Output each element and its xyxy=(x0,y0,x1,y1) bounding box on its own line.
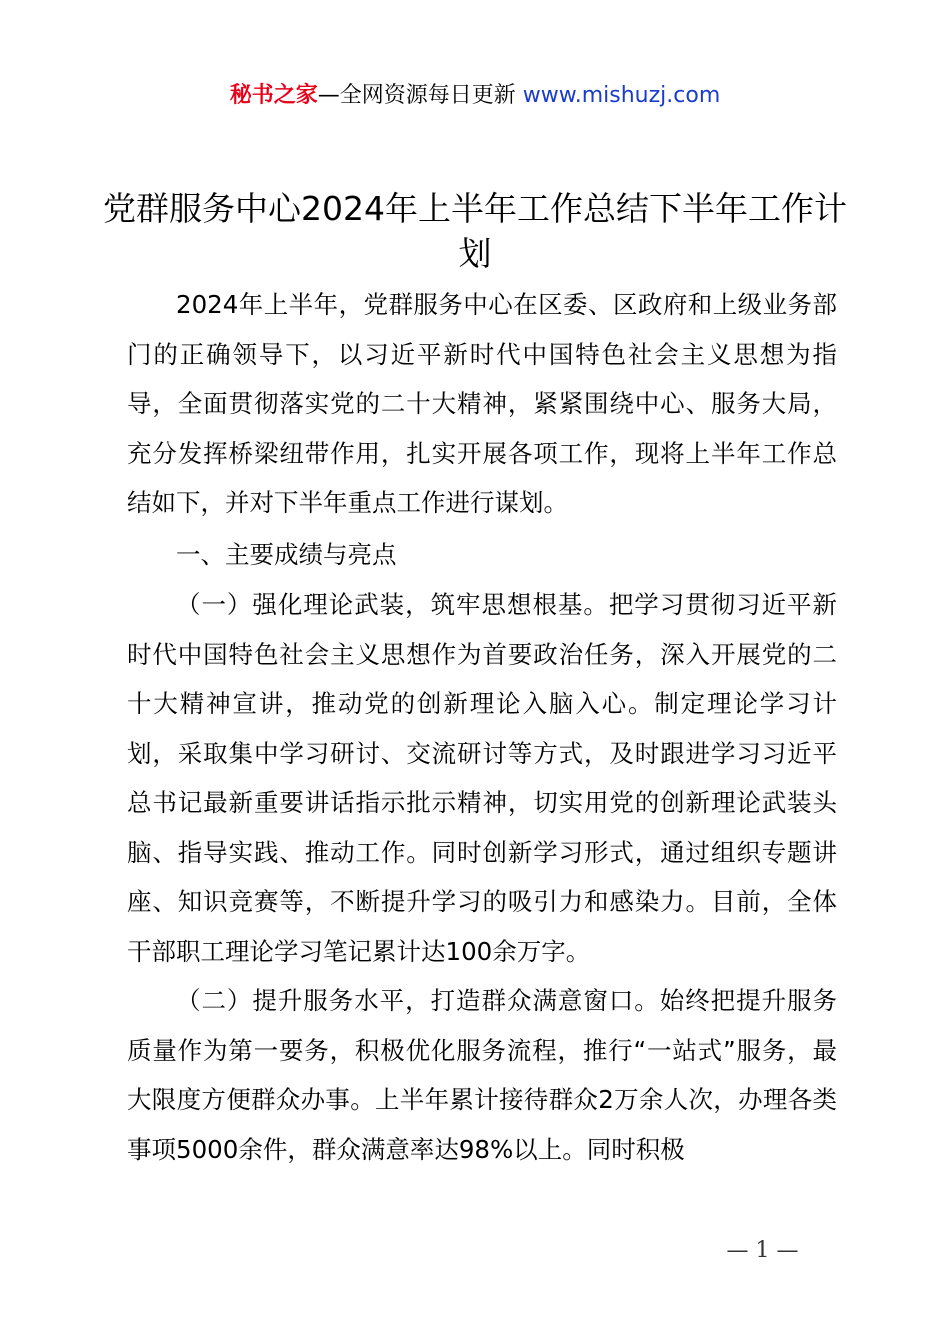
site-header xyxy=(0,78,950,114)
document-body xyxy=(127,280,837,1174)
site-url-link[interactable]: www.mishuzj.com xyxy=(522,83,721,108)
page-number: — 1 — xyxy=(726,1238,799,1263)
item-paragraph-1: （一）强化理论武装，筑牢思想根基。把学习贯彻习近平新时代中国特色社会主义思想作为首要政治任务，深入开展党的二十大精神宣讲，推动党的创新理论入脑入心。制定理论学习计划，采取集中学习研讨、交流研讨等方式，及时跟进学习习近平总书记最新重要讲话指示批示精神，切实用党的创新理论武装头脑、指导实践、推动工作。同时创新学习形式，通过组织专题讲座、知识竞赛等，不断提升学习的吸引力和感染力。目前，全体干部职工理论学习笔记累计达100余万字。 xyxy=(127,590,837,966)
intro-paragraph: 2024年上半年，党群服务中心在区委、区政府和上级业务部门的正确领导下，以习近平新时代中国特色社会主义思想为指导，全面贯彻落实党的二十大精神，紧紧围绕中心、服务大局，充分发挥桥梁纽带作用，扎实开展各项工作，现将上半年工作总结如下，并对下半年重点工作进行谋划。 xyxy=(127,290,837,517)
item-paragraph-2: （二）提升服务水平，打造群众满意窗口。始终把提升服务质量作为第一要务，积极优化服务流程，推行“一站式”服务，最大限度方便群众办事。上半年累计接待群众2万余人次，办理各类事项5000余件，群众满意率达98%以上。同时积极 xyxy=(127,986,837,1164)
brand-name: 秘书之家 xyxy=(229,83,318,108)
section-heading: 一、主要成绩与亮点 xyxy=(176,539,397,569)
document-title: 党群服务中心2024年上半年工作总结下半年工作计划 xyxy=(103,189,847,273)
header-tagline: —全网资源每日更新 xyxy=(317,83,516,108)
